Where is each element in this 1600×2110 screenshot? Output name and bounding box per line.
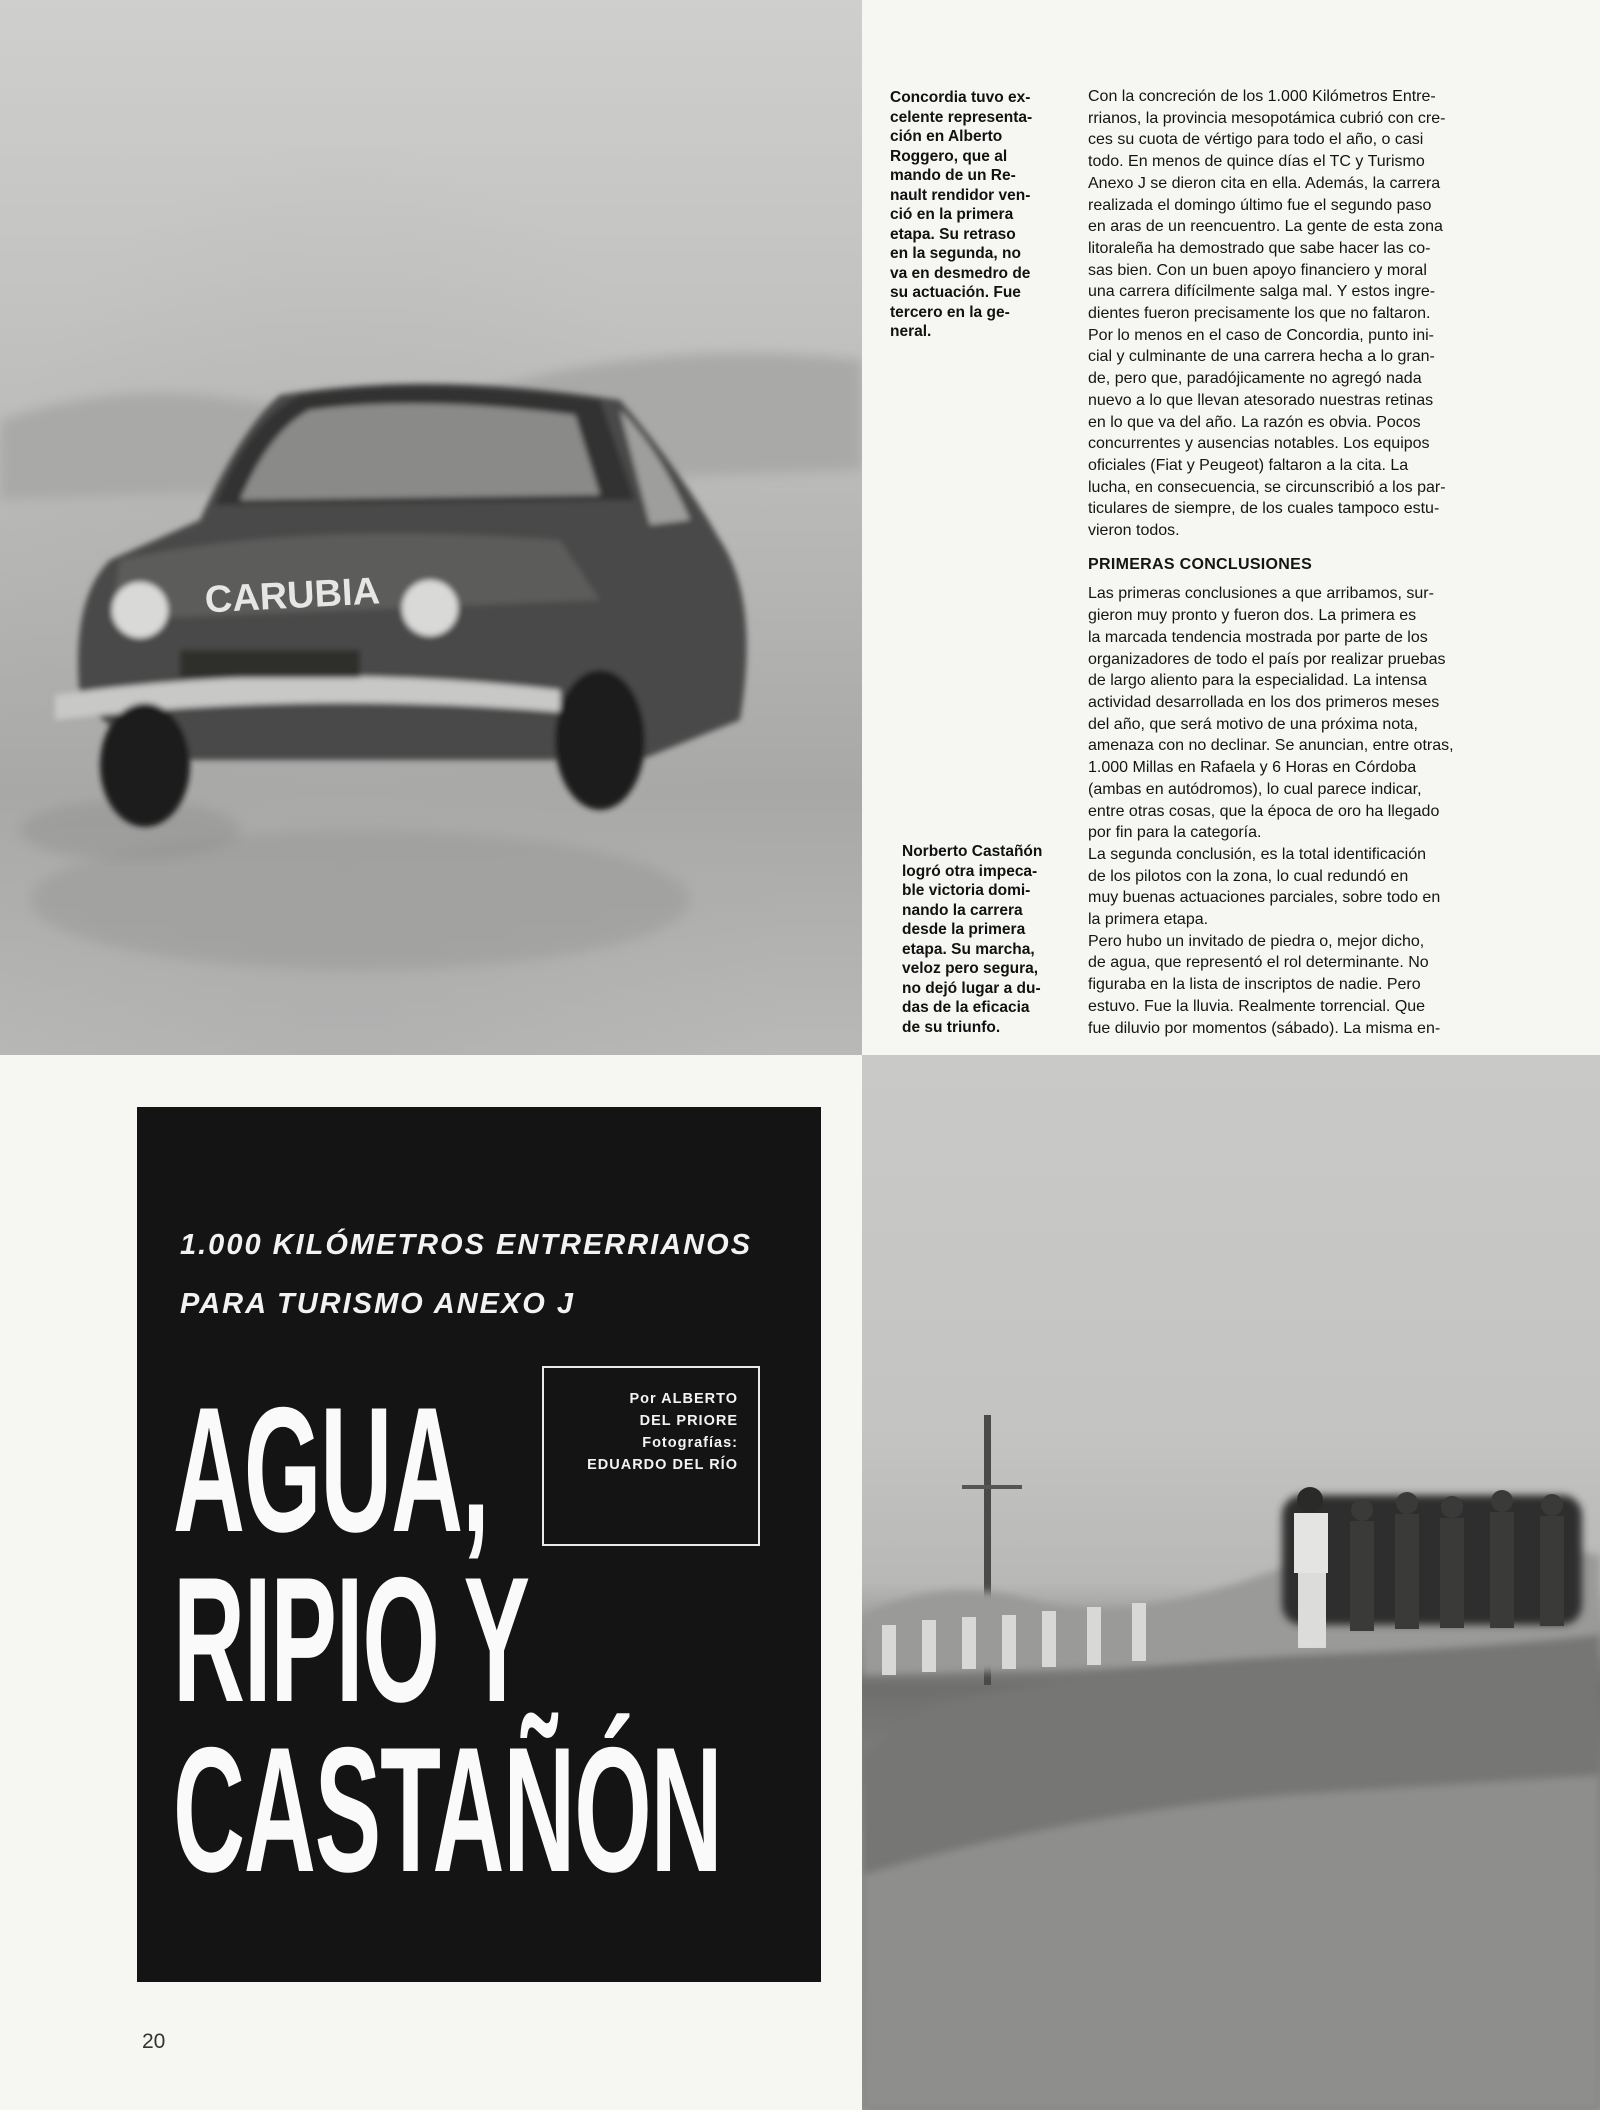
article-paragraph: Pero hubo un invitado de piedra o, mejor dicho, de agua, que representó el rol determinante. No figuraba en la lista de inscriptos de nadie. Pero estuvo. Fue la lluvia. Realmente torrencial. Que fue diluvio por momentos (sábado). La misma en- (1088, 932, 1441, 1037)
photo-caption-castanon: Norberto Castañón logró otra impeca- ble victoria domi- nando la carrera desde la primera etapa. Su marcha, veloz pero segura, no dejó lugar a du- das de la eficacia de su triunfo. (902, 843, 1043, 1036)
byline-box (542, 1366, 760, 1546)
byline-author: Por ALBERTO (629, 1391, 738, 1407)
headline-line: RIPIO Y (173, 1540, 529, 1739)
article-paragraph: Con la concreción de los 1.000 Kilómetros Entre- rrianos, la provincia mesopotámica cubrió con cre- ces su cuota de vértigo para todo el año, o casi todo. En menos de quince días el TC y Turismo Anexo J se dieron cita en ella. Además, la carrera realizada el domingo último fue el segundo paso en aras de un reencuentro. La gente de esta zona litoraleña ha demostrado que sabe hacer las co- sas bien. Con un buen apoyo financiero y moral una carrera difícilmente salga mal. Y estos ingre- dientes fueron precisamente los que no faltaron. Por lo menos en el caso de Concordia, punto ini- cial y culminante de una carrera hecha a lo gran- de, pero que, paradójicamente no agregó nada nuevo a lo que llevan atesorado nuestras retinas en lo que va del año. La razón es obvia. Pocos concurrentes y ausencias notables. Los equipos oficiales (Fiat y Peugeot) faltaron a la cita. La lucha, en consecuencia, se circunscribió a los par- ticulares de siempre, de los cuales tampoco estu- vieron todos. (1088, 88, 1446, 540)
article-paragraph: La segunda conclusión, es la total identificación de los pilotos con la zona, lo cual redundó en muy buenas actuaciones parciales, sobre todo en la primera etapa. (1088, 845, 1441, 929)
kicker-line: PARA TURISMO ANEXO J (180, 1288, 576, 1320)
car-photo (0, 0, 862, 1055)
headline-line: CASTAÑÓN (173, 1710, 722, 1909)
crowd-photo (862, 1055, 1600, 2110)
byline-photographer: EDUARDO DEL RÍO (587, 1457, 738, 1473)
byline-photo-label: Fotografías: (642, 1435, 738, 1451)
page-number: 20 (142, 2030, 166, 2053)
article-subheading: PRIMERAS CONCLUSIONES (1088, 555, 1313, 573)
car-illustration (0, 0, 862, 1055)
title-box (137, 1107, 821, 1982)
car-livery-text: CARUBIA (203, 570, 381, 622)
byline-author: DEL PRIORE (639, 1413, 738, 1429)
article-paragraph: Las primeras conclusiones a que arribamos, sur- gieron muy pronto y fueron dos. La primera es la marcada tendencia mostrada por parte de los organizadores de todo el país por realizar pruebas de largo aliento para la especialidad. La intensa actividad desarrollada en los dos primeros meses del año, que será motivo de una próxima nota, amenaza con no declinar. Se anuncian, entre otras, 1.000 Millas en Rafaela y 6 Horas en Córdoba (ambas en autódromos), lo cual parece indicar, entre otras cosas, que la época de oro ha llegado por fin para la categoría. (1088, 585, 1454, 842)
crowd-illustration (862, 1055, 1600, 2110)
headline-line: AGUA, (173, 1370, 489, 1569)
photo-caption-roggero: Concordia tuvo ex- celente representa- ción en Alberto Roggero, que al mando de un Re- nault rendidor ven- ció en la primera etapa. Su retraso en la segunda, no va en desmedro de su actuación. Fue tercero en la ge- neral. (890, 89, 1033, 340)
article-body (1088, 86, 1534, 1039)
kicker-line: 1.000 KILÓMETROS ENTRERRIANOS (180, 1229, 753, 1261)
